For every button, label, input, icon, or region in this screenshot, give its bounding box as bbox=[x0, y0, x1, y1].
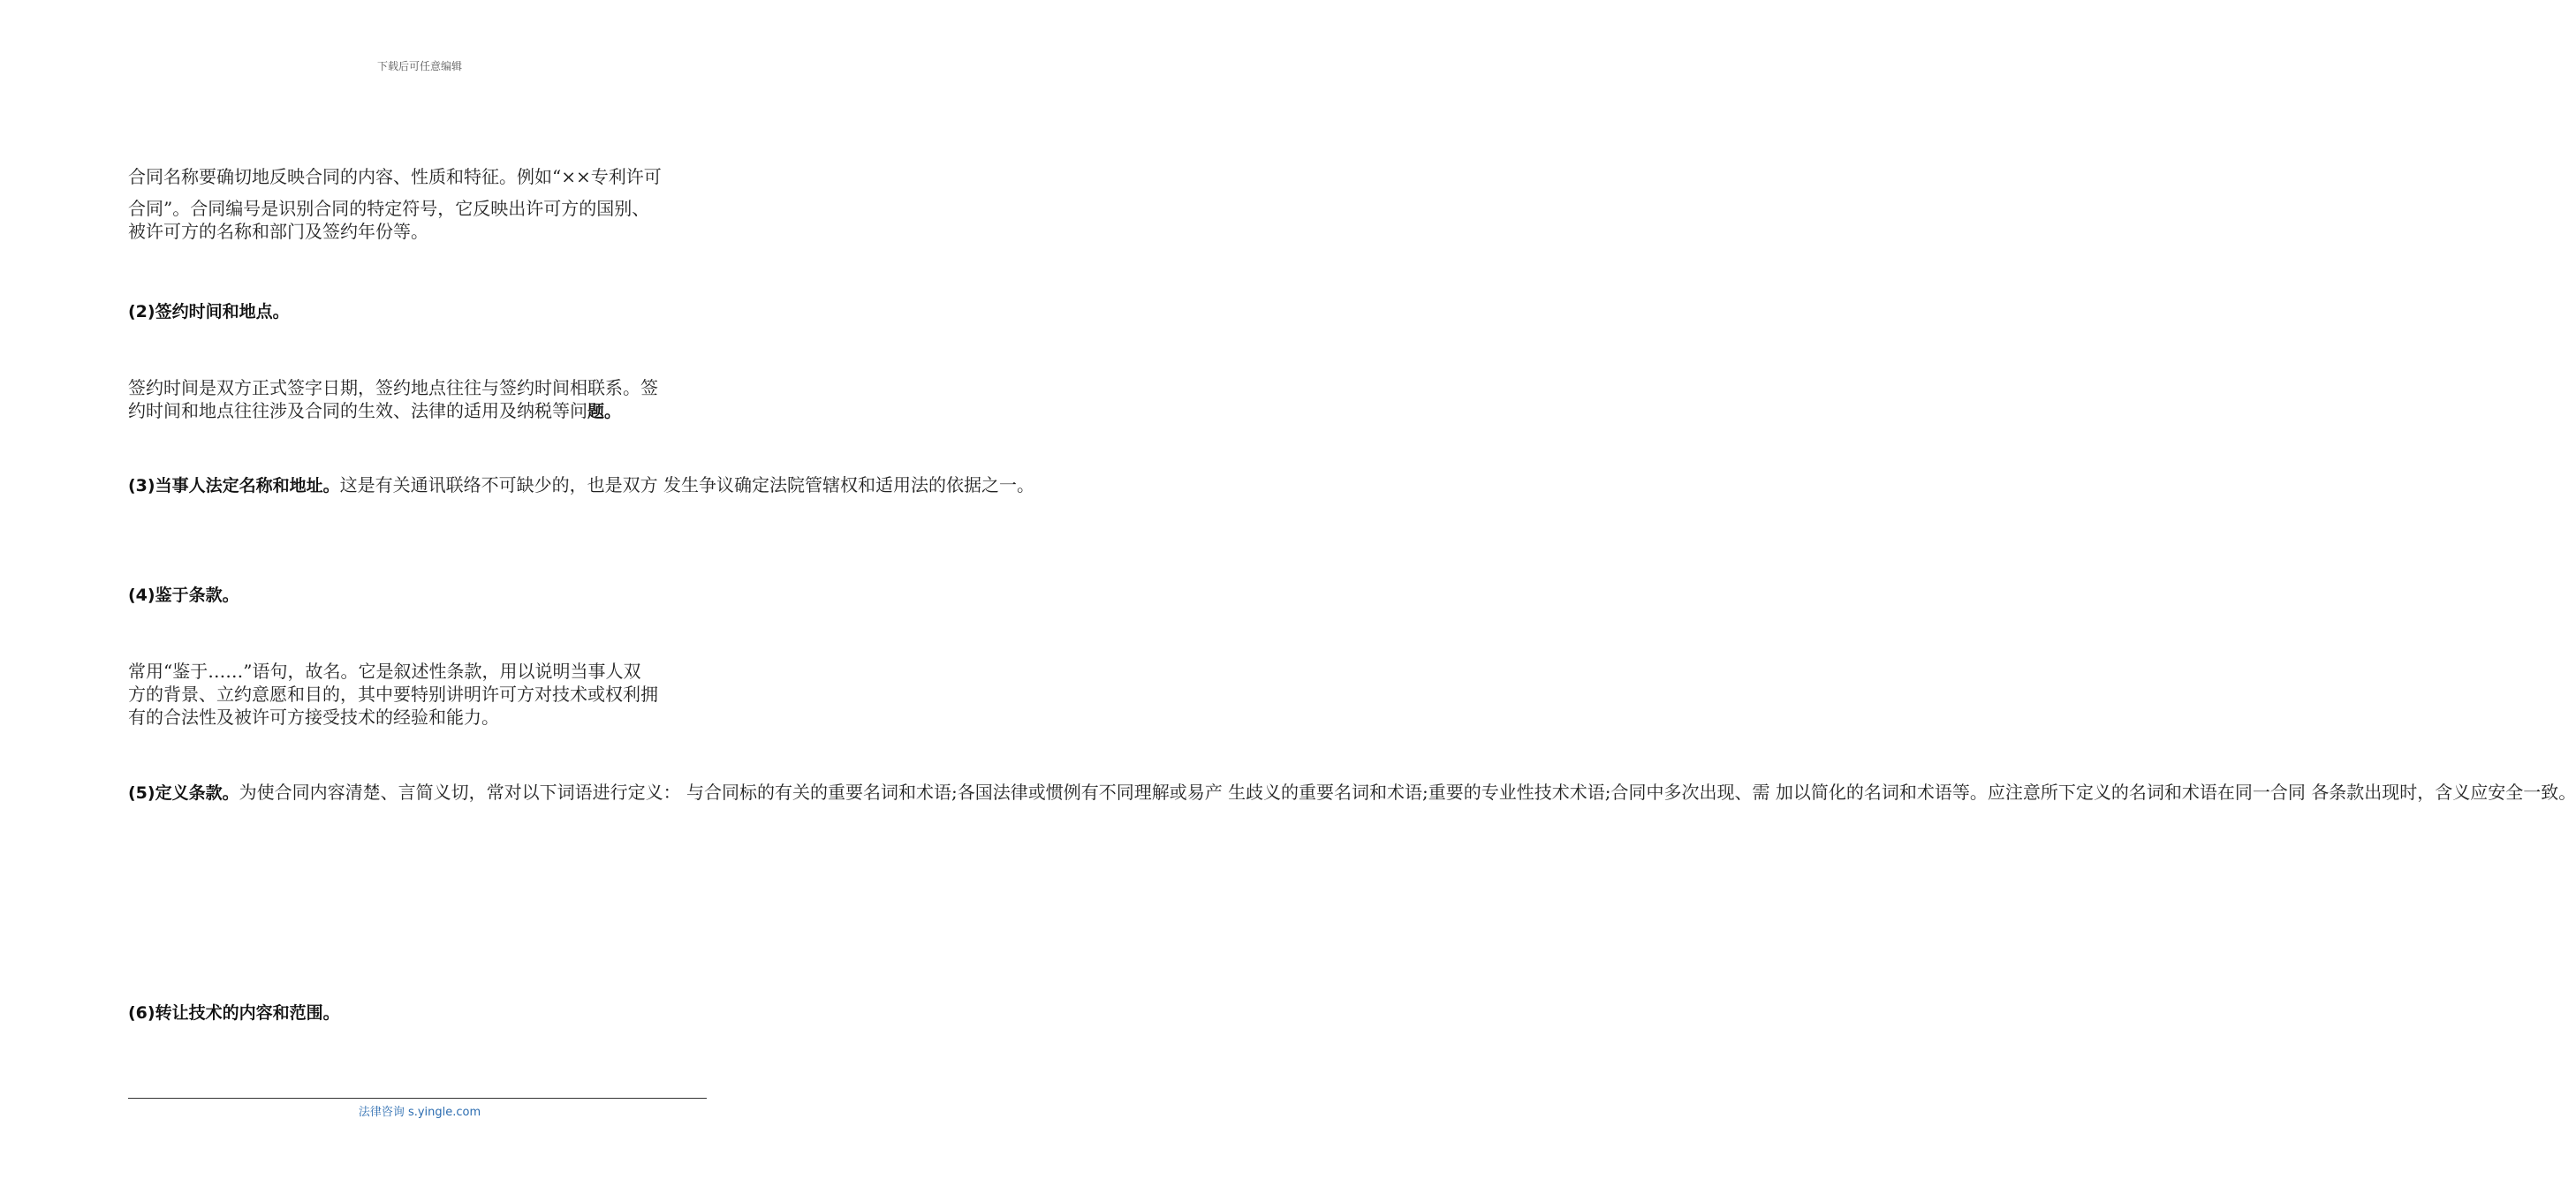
paragraph-line bbox=[128, 782, 681, 803]
paragraph-signing-time bbox=[128, 376, 716, 423]
paragraph-line: 常用“鉴于……”语句，故名。它是叙述性条款，用以说明当事人双 bbox=[128, 661, 641, 682]
heading-title: (4)鉴于条款。 bbox=[128, 586, 239, 605]
heading-title: (5)定义条款。 bbox=[128, 783, 239, 803]
paragraph-line bbox=[128, 474, 658, 495]
paragraph-line: 与合同标的有关的重要名词和术语;各国法律或惯例有不同理解或易产 bbox=[686, 782, 1223, 803]
heading-title: (2)签约时间和地点。 bbox=[128, 302, 290, 321]
paragraph-line: 签约时间是双方正式签字日期，签约地点往往与签约时间相联系。签 bbox=[128, 377, 658, 398]
heading-title: (3)当事人法定名称和地址。 bbox=[128, 476, 340, 495]
paragraph-line: 发生争议确定法院管辖权和适用法的依据之一。 bbox=[663, 474, 1034, 495]
paragraph-line: 有的合法性及被许可方接受技术的经验和能力。 bbox=[128, 707, 499, 728]
footer-divider bbox=[128, 1098, 707, 1099]
footer-link[interactable]: 法律咨询 s.yingle.com bbox=[358, 1106, 481, 1119]
paragraph-line: 被许可方的名称和部门及签约年份等。 bbox=[128, 221, 428, 242]
paragraph-line: 方的背景、立约意愿和目的，其中要特别讲明许可方对技术或权利拥 bbox=[128, 684, 658, 705]
heading-technology-scope bbox=[128, 1001, 716, 1024]
heading-title: (6)转让技术的内容和范围。 bbox=[128, 1003, 340, 1023]
paragraph-line-bold-tail: 题。 bbox=[587, 402, 622, 421]
heading-definitions-clause bbox=[128, 781, 2576, 805]
paragraph-line: 加以简化的名词和术语等。应注意所下定义的名词和术语在同一合同 bbox=[1775, 782, 2306, 803]
heading-rest-text: 这是有关通讯联络不可缺少的，也是双方 bbox=[339, 474, 658, 495]
paragraph-line: 生歧义的重要名词和术语;重要的专业性技术术语;合同中多次出现、需 bbox=[1228, 782, 1770, 803]
heading-party-name-address bbox=[128, 473, 1034, 497]
heading-signing-time-place bbox=[128, 299, 716, 323]
paragraph-line: 合同名称要确切地反映合同的内容、性质和特征。例如“××专利许可 bbox=[128, 166, 662, 187]
paragraph-whereas bbox=[128, 660, 716, 729]
paragraph-line-text: 约时间和地点往往涉及合同的生效、法律的适用及纳税等问 bbox=[128, 400, 587, 421]
paragraph-contract-name bbox=[128, 165, 716, 243]
paragraph-line bbox=[128, 399, 716, 423]
paragraph-line: 合同”。合同编号是识别合同的特定符号，它反映出许可方的国别、 bbox=[128, 198, 650, 219]
header-note: 下载后可任意编辑 bbox=[376, 60, 462, 72]
heading-rest-text: 为使合同内容清楚、言简义切，常对以下词语进行定义： bbox=[239, 782, 681, 803]
heading-whereas-clause bbox=[128, 583, 716, 607]
paragraph-line: 各条款出现时，含义应安全一致。 bbox=[2311, 782, 2576, 803]
